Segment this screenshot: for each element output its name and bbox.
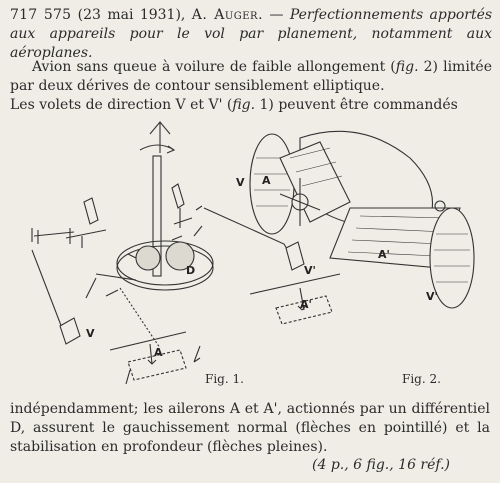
patent-author: A. Auger. xyxy=(191,7,264,23)
patent-drawing xyxy=(0,98,500,388)
label-d: D xyxy=(186,264,196,277)
header-dash: — xyxy=(269,7,284,23)
patent-date: (23 mai 1931), xyxy=(77,7,186,23)
figure-2-caption: Fig. 2. xyxy=(402,372,441,386)
fig-ref-1: fig. xyxy=(232,97,256,113)
label-v-prime-plane: V' xyxy=(426,290,438,303)
para1-text-b: 2) limitée par deux dérives de contour sensiblement elliptique. xyxy=(10,59,492,94)
label-v-prime: V' xyxy=(304,264,316,277)
aileron-a-arrow-3 xyxy=(126,370,130,384)
right-rudder-drawing xyxy=(286,242,304,270)
label-v-plane: V xyxy=(236,176,245,189)
aileron-cable xyxy=(120,288,160,348)
label-a-prime: A' xyxy=(300,298,312,311)
patent-header xyxy=(10,6,492,63)
label-a-prime-plane: A' xyxy=(378,248,390,261)
cable-to-left-rudder xyxy=(32,250,62,328)
tailless-aircraft-drawing xyxy=(250,131,474,308)
patent-figures xyxy=(0,98,500,388)
label-a-plane: A xyxy=(262,174,271,187)
aileron-a-arrow-2 xyxy=(194,346,200,362)
patent-number: 717 575 xyxy=(10,7,72,23)
aileron-a-prime-rod xyxy=(250,274,340,294)
abstract-paragraph-2: indépendamment; les ailerons A et A', actionnés par un différentiel D, assurent le gauchissement normal (flèches en pointillé) et la stabilisation en profondeur (flèches pleines). xyxy=(10,401,490,455)
para1-text-d: 1) peuvent être commandés xyxy=(255,97,458,113)
left-rudder-drawing xyxy=(60,318,80,344)
para1-text-a: Avion sans queue à voilure de faible allongement ( xyxy=(32,59,396,75)
pedal-drawing-left xyxy=(32,198,106,248)
differential-drawing xyxy=(117,236,213,290)
patent-title: Perfectionnements apportés aux appareils pour le vol par planement, notamment aux aéroplanes. xyxy=(10,7,493,61)
fig-ref-2: fig. xyxy=(395,59,419,75)
label-v-left: V xyxy=(86,327,95,340)
aileron-a-rod xyxy=(110,332,186,350)
label-a-bottom: A xyxy=(154,346,163,359)
pedal-drawing-center xyxy=(172,184,202,236)
para1-text-c: Les volets de direction V et V' ( xyxy=(10,97,233,113)
bibliographic-reference: (4 p., 6 fig., 16 réf.) xyxy=(312,457,450,473)
figure-1-caption: Fig. 1. xyxy=(205,372,244,386)
